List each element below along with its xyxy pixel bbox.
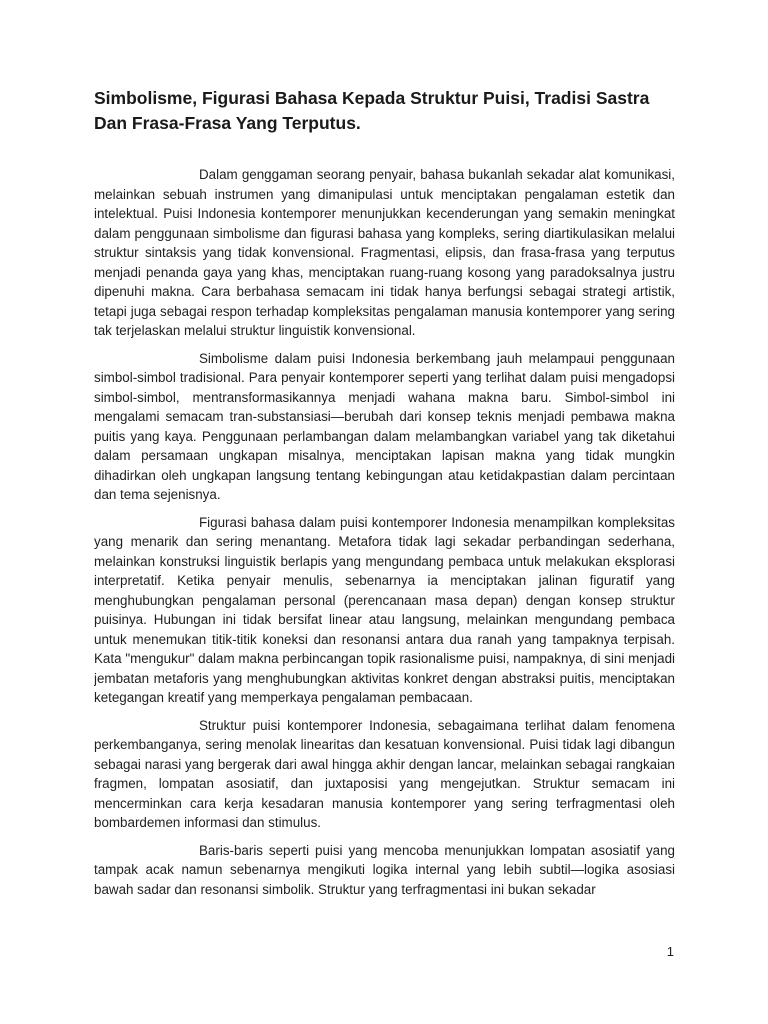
paragraph: Struktur puisi kontemporer Indonesia, sebagaimana terlihat dalam fenomena perkembanganya, sering menolak linearitas dan kesatuan konvensional. Puisi tidak lagi dibangun sebagai narasi yang bergerak dari awal hingga akhir dengan lancar, melainkan sebagai rangkaian fragmen, lompatan asosiatif, dan juxtaposisi yang mengejutkan. Struktur semacam ini mencerminkan cara kerja kesadaran manusia kontemporer yang sering terfragmentasi oleh bombardemen informasi dan stimulus. [94, 717, 675, 830]
paragraph: Simbolisme dalam puisi Indonesia berkembang jauh melampaui penggunaan simbol-simbol tradisional. Para penyair kontemporer seperti yang terlihat dalam puisi mengadopsi simbol-simbol, mentransformasikannya menjadi wahana makna baru. Simbol-simbol ini mengalami semacam tran-substansiasi—berubah dari konsep teknis menjadi pembawa makna puitis yang kaya. Penggunaan perlambangan dalam melambangkan variabel yang tak diketahui dalam persamaan ungkapan misalnya, menciptakan lapisan makna yang tidak mungkin dihadirkan oleh ungkapan langsung tentang kebingungan atau ketidakpastian dalam percintaan dan tema sejenisnya. [94, 350, 675, 502]
document-title: Simbolisme, Figurasi Bahasa Kepada Struktur Puisi, Tradisi Sastra Dan Frasa-Frasa Yang Terputus. [94, 88, 650, 133]
paragraph: Baris-baris seperti puisi yang mencoba menunjukkan lompatan asosiatif yang tampak acak namun sebenarnya mengikuti logika internal yang lebih subtil—logika asosiasi bawah sadar dan resonansi simbolik. Struktur yang terfragmentasi ini bukan sekadar [94, 842, 675, 897]
paragraph: Dalam genggaman seorang penyair, bahasa bukanlah sekadar alat komunikasi, melainkan sebuah instrumen yang dimanipulasi untuk menciptakan pengalaman estetik dan intelektual. Puisi Indonesia kontemporer menunjukkan kecenderungan yang semakin meningkat dalam penggunaan simbolisme dan figurasi bahasa yang kompleks, sering diartikulasikan melalui struktur sintaksis yang tidak konvensional. Fragmentasi, elipsis, dan frasa-frasa yang terputus menjadi penanda gaya yang khas, menciptakan ruang-ruang kosong yang paradoksalnya justru dipenuhi makna. Cara berbahasa semacam ini tidak hanya berfungsi sebagai strategi artistik, tetapi juga sebagai respon terhadap kompleksitas pengalaman manusia kontemporer yang sering tak terjelaskan melalui struktur linguistik konvensional. [94, 167, 675, 338]
paragraph: Figurasi bahasa dalam puisi kontemporer Indonesia menampilkan kompleksitas yang menarik dan sering menantang. Metafora tidak lagi sekadar perbandingan sederhana, melainkan konstruksi linguistik berlapis yang mengundang pembaca untuk melakukan eksplorasi interpretatif. Ketika penyair menulis, sebenarnya ia menciptakan jalinan figuratif yang menghubungkan pengalaman personal (perencanaan masa depan) dengan konsep struktur puisinya. Hubungan ini tidak bersifat linear atau langsung, melainkan mengundang pembaca untuk menemukan titik-titik koneksi dan resonansi antara dua ranah yang tampaknya terpisah. Kata "mengukur" dalam makna perbincangan topik rasionalisme puisi, nampaknya, di sini menjadi jembatan metaforis yang menghubungkan aktivitas konkret dengan abstraksi puitis, menciptakan ketegangan kreatif yang memperkaya pengalaman pembacaan. [94, 514, 675, 705]
page-number: 1 [666, 944, 674, 959]
document-body [94, 165, 675, 915]
